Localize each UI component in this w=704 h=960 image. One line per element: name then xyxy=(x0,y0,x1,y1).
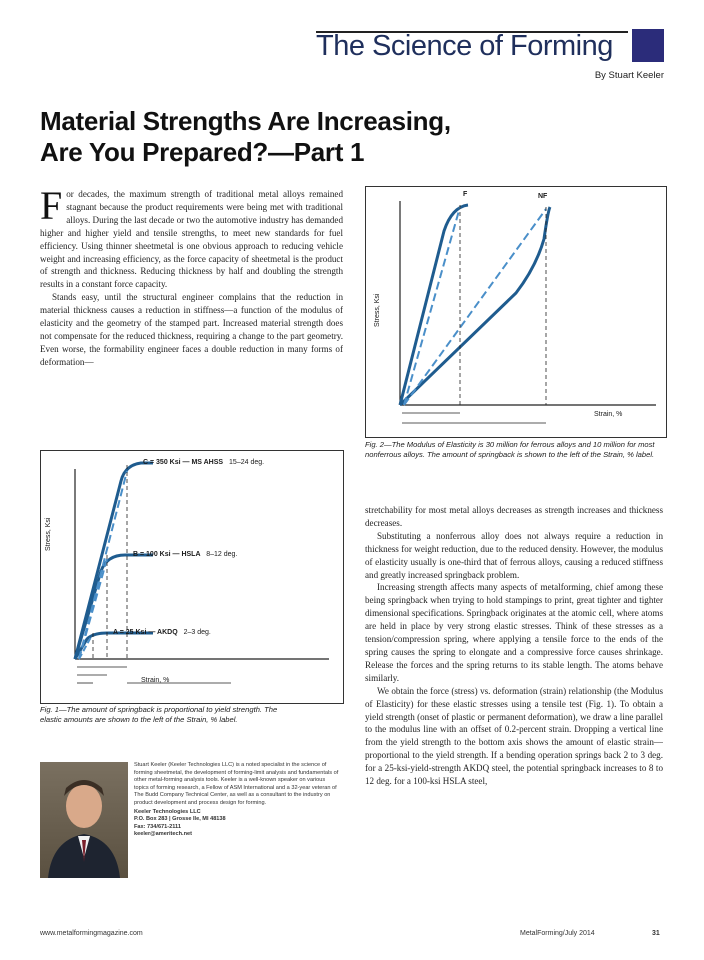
fig1-x-label: Strain, % xyxy=(141,677,170,684)
author-portrait xyxy=(40,762,128,878)
fig1-label-a: A = 25 Ksi — AKDQ 2–3 deg. xyxy=(113,629,211,636)
right-column-text xyxy=(365,504,663,904)
author-email[interactable]: keeler@ameritech.net xyxy=(134,831,193,838)
author-company: Keeler Technologies LLC xyxy=(134,808,201,815)
rc-paragraph-3: Increasing strength affects many aspects of metalforming, chief among these being springback when trying to hold stampings to print, great tighter and tighter dimensional specifications. Springback originates at the atomic cell, where atoms are held in place by very strong elastic stresses. Think of these stresses as a tension/compression spring, where applying a tensile force to the ends of the spring causes the spring to elongate and a compressive force causes shrinkage. Release the forces and the spring returns to its stable length. The atoms behave similarly. xyxy=(365,582,663,683)
article-headline xyxy=(40,106,560,168)
author-photo xyxy=(40,762,128,878)
figure-2-caption: Fig. 2—The Modulus of Elasticity is 30 million for ferrous alloys and 10 million for most nonferrous alloys. The amount of springback is shown to the left of the Strain, % label. xyxy=(365,440,655,459)
author-bio xyxy=(134,762,340,839)
figure-1-box xyxy=(40,450,344,704)
rc-paragraph-2: Substituting a nonferrous alloy does not always require a reduction in thickness for weight reduction, due to the reduced density. However, the modulus of elasticity usually is one-third that of ferrous alloys, causing a reduced stiffness and greatly increased springback problem. xyxy=(365,530,663,580)
fig2-y-label: Stress, Ksi xyxy=(374,293,381,327)
section-color-block xyxy=(632,29,664,62)
fig1-curve-b xyxy=(75,555,153,659)
footer-url[interactable]: www.metalformingmagazine.com xyxy=(40,930,143,937)
fig2-label-f: F xyxy=(463,191,468,198)
paragraph-1 xyxy=(40,188,343,291)
byline: By Stuart Keeler xyxy=(594,70,664,81)
drop-cap: F xyxy=(40,188,63,228)
rc-paragraph-1: stretchability for most metal alloys decreases as strength increases and thickness decreases. xyxy=(365,505,663,528)
section-title: The Science of Forming xyxy=(316,30,613,62)
fig1-label-c: C = 350 Ksi — MS AHSS 15–24 deg. xyxy=(143,459,265,466)
figure-2-box xyxy=(365,186,667,438)
fig1-curve-a xyxy=(75,633,153,659)
author-fax: Fax: 734/671-2111 xyxy=(134,823,181,830)
headline-line-1: Material Strengths Are Increasing, xyxy=(40,106,451,136)
headline-line-2: Are You Prepared?—Part 1 xyxy=(40,137,365,167)
fig1-label-b: B = 100 Ksi — HSLA 8–12 deg. xyxy=(133,551,238,558)
fig2-x-label: Strain, % xyxy=(594,411,623,418)
figure-1-chart xyxy=(41,451,343,703)
figure-2-chart xyxy=(366,187,666,437)
fig1-y-label: Stress, Ksi xyxy=(45,517,52,551)
figure-1-caption: Fig. 1—The amount of springback is proportional to yield strength. The elastic amounts are shown to the left of the Strain, % label. xyxy=(40,705,278,724)
footer-issue: MetalForming/July 2014 xyxy=(520,930,595,937)
fig2-label-nf: NF xyxy=(538,193,548,200)
paragraph-1-text: or decades, the maximum strength of traditional metal alloys remained stagnant because the product requirements were being met with traditional alloys. During the last decade or two the automotive industry has demanded higher and higher yield and tensile strengths, to meet new standards for fuel efficiency. Using thinner sheetmetal is one obvious approach to reducing vehicle weight and increasing efficiency, as the force capacity of sheetmetal is the product of strength and thickness. Reducing thickness by half and doubling the strength results in a constant force capacity. xyxy=(40,189,343,290)
rc-paragraph-4: We obtain the force (stress) vs. deformation (strain) relationship (the Modulus of Elasticity) for these elastic stresses using a tensile test (Fig. 1). To obtain a yield strength (onset of plastic or permanent deformation), we draw a line parallel to the modulus line with an offset of 0.2-percent strain. Dropping a vertical line from the yield strength to the bottom axis shows the amount of elastic strain—proportional to the yield strength. If a bending operation springs back 2 to 3 deg. for a 25-ksi-yield-strength AKDQ steel, the potential springback increases to 8 to 12 deg. for a 100-ksi HSLA steel, xyxy=(365,685,663,787)
fig2-curve-f xyxy=(400,205,468,405)
author-address: P.O. Box 283 | Grosse Ile, MI 48138 xyxy=(134,816,226,823)
left-column-text xyxy=(40,188,343,444)
paragraph-2: Stands easy, until the structural engineer complains that the reduction in material thickness causes a reduction in stiffness—a function of the modulus of elasticity and the geometry of the stamped part. Increased material strength does not compensate for the reduced thickness, requiring a change to the part geometry. Even worse, the formability engineer faces a double reduction in many forms of deformation— xyxy=(40,292,343,367)
footer-page-number: 31 xyxy=(652,930,660,937)
author-bio-text: Stuart Keeler (Keeler Technologies LLC) is a noted specialist in the science of forming sheetmetal, the development of forming-limit analysis and fundamentals of other metal-forming analysis tools. Keeler is a well-known speaker on various topics of forming research, a Fellow of ASM International and a 32-year veteran of The Budd Company Technical Center, as well as a consultant to the industry on product development and process design for forming. xyxy=(134,762,339,806)
